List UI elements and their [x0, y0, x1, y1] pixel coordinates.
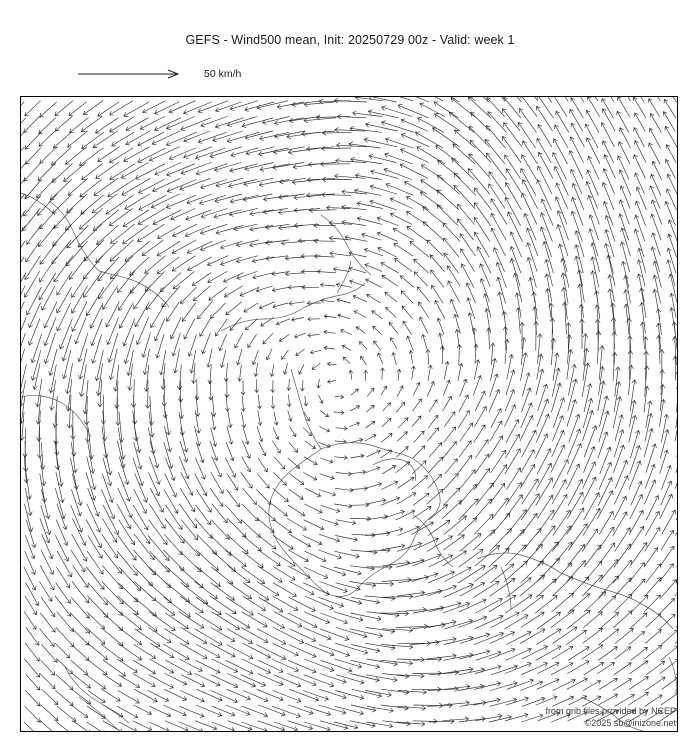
- wind-vector-field: [21, 97, 677, 731]
- legend-arrow-icon: [60, 62, 340, 88]
- chart-title: GEFS - Wind500 mean, Init: 20250729 00z - Valid: week 1: [185, 33, 515, 47]
- legend-scale-label: 50 km/h: [204, 68, 242, 80]
- credit-source: from grib files provided by NCEP: [545, 706, 676, 716]
- coastline-layer: [21, 193, 677, 731]
- legend-reference-arrow: [60, 62, 340, 88]
- map-plot-area[interactable]: [20, 96, 678, 732]
- credit-copyright: ©2025 sb@inizone.net: [584, 718, 676, 728]
- wind-barb-layer: [21, 97, 677, 731]
